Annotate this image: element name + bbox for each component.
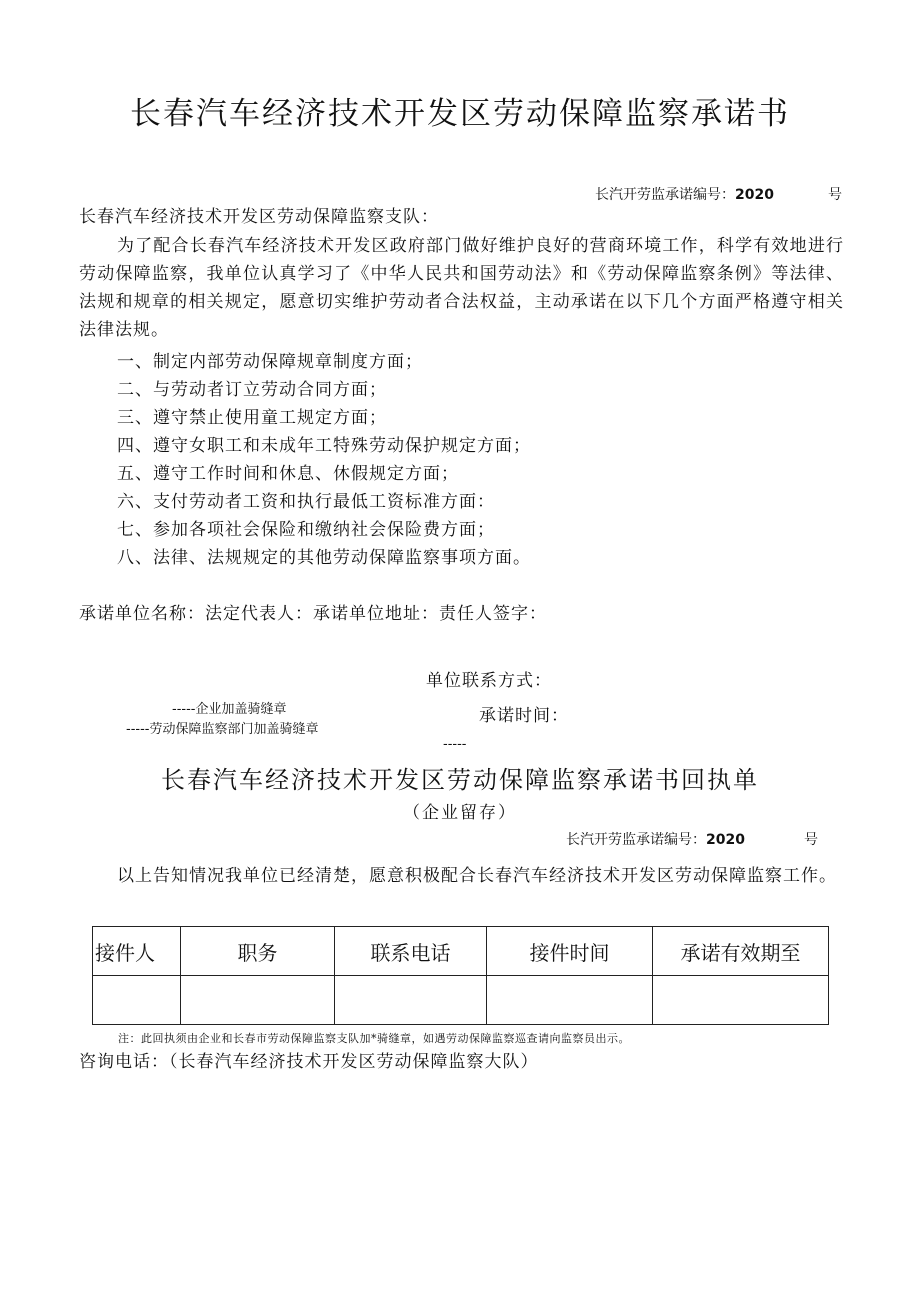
seal-enterprise-note: -----企业加盖骑缝章 [172,702,287,717]
cell-receive-time[interactable] [487,976,653,1025]
header-receive-time: 接件时间 [487,927,653,976]
commitment-item: 六、支付劳动者工资和执行最低工资标准方面： [117,492,495,512]
document-number-year: 2020 [735,187,774,203]
receipt-number-year: 2020 [706,832,745,848]
commitment-item: 二、与劳动者订立劳动合同方面； [117,380,387,400]
document-number-prefix: 长汽开劳监承诺编号： [595,187,735,203]
receipt-table-header-row [93,927,829,976]
consult-phone: 咨询电话：（长春汽车经济技术开发区劳动保障监察大队） [79,1052,539,1072]
addressee: 长春汽车经济技术开发区劳动保障监察支队： [79,207,439,227]
header-position: 职务 [181,927,335,976]
header-valid-until: 承诺有效期至 [653,927,829,976]
receipt-number-prefix: 长汽开劳监承诺编号： [566,832,706,848]
receipt-number-suffix: 号 [804,832,818,848]
document-title: 长春汽车经济技术开发区劳动保障监察承诺书 [130,96,790,132]
intro-paragraph: 为了配合长春汽车经济技术开发区政府部门做好维护良好的营商环境工作，科学有效地进行劳动保障监察，我单位认真学习了《中华人民共和国劳动法》和《劳动保障监察条例》等法律、法规和规章的相关规定，愿意切实维护劳动者合法权益，主动承诺在以下几个方面严格遵守相关法律法规。 [79,236,844,340]
commitment-item: 一、制定内部劳动保障规章制度方面； [117,352,423,372]
receipt-note: 注：此回执须由企业和长春市劳动保障监察支队加*骑缝章，如遇劳动保障监察巡查请向监察员出示。 [118,1032,630,1045]
cell-phone[interactable] [335,976,487,1025]
receipt-subtitle: （企业留存） [403,803,517,823]
receipt-number [566,829,745,849]
contact-label: 单位联系方式： [426,671,552,691]
commitment-item: 三、遵守禁止使用童工规定方面； [117,408,387,428]
receipt-statement: 以上告知情况我单位已经清楚，愿意积极配合长春汽车经济技术开发区劳动保障监察工作。 [117,866,837,886]
commit-time-label: 承诺时间： [479,706,569,726]
cell-position[interactable] [181,976,335,1025]
receipt-table-row [93,976,829,1025]
cell-receiver[interactable] [93,976,181,1025]
divider-dashes: ----- [443,737,467,752]
receipt-title: 长春汽车经济技术开发区劳动保障监察承诺书回执单 [161,766,759,794]
header-receiver: 接件人 [93,927,181,976]
header-phone: 联系电话 [335,927,487,976]
seal-department-note: -----劳动保障监察部门加盖骑缝章 [126,722,319,737]
commitment-item: 七、参加各项社会保险和缴纳社会保险费方面； [117,520,495,540]
receipt-table [92,926,829,1025]
document-number [595,184,774,204]
commitment-item: 五、遵守工作时间和休息、休假规定方面； [117,464,459,484]
cell-valid-until[interactable] [653,976,829,1025]
document-number-suffix: 号 [828,187,842,203]
commitment-item: 八、法律、法规规定的其他劳动保障监察事项方面。 [117,548,531,568]
commitment-item: 四、遵守女职工和未成年工特殊劳动保护规定方面； [117,436,531,456]
signature-line: 承诺单位名称：法定代表人：承诺单位地址：责任人签字： [79,604,547,624]
